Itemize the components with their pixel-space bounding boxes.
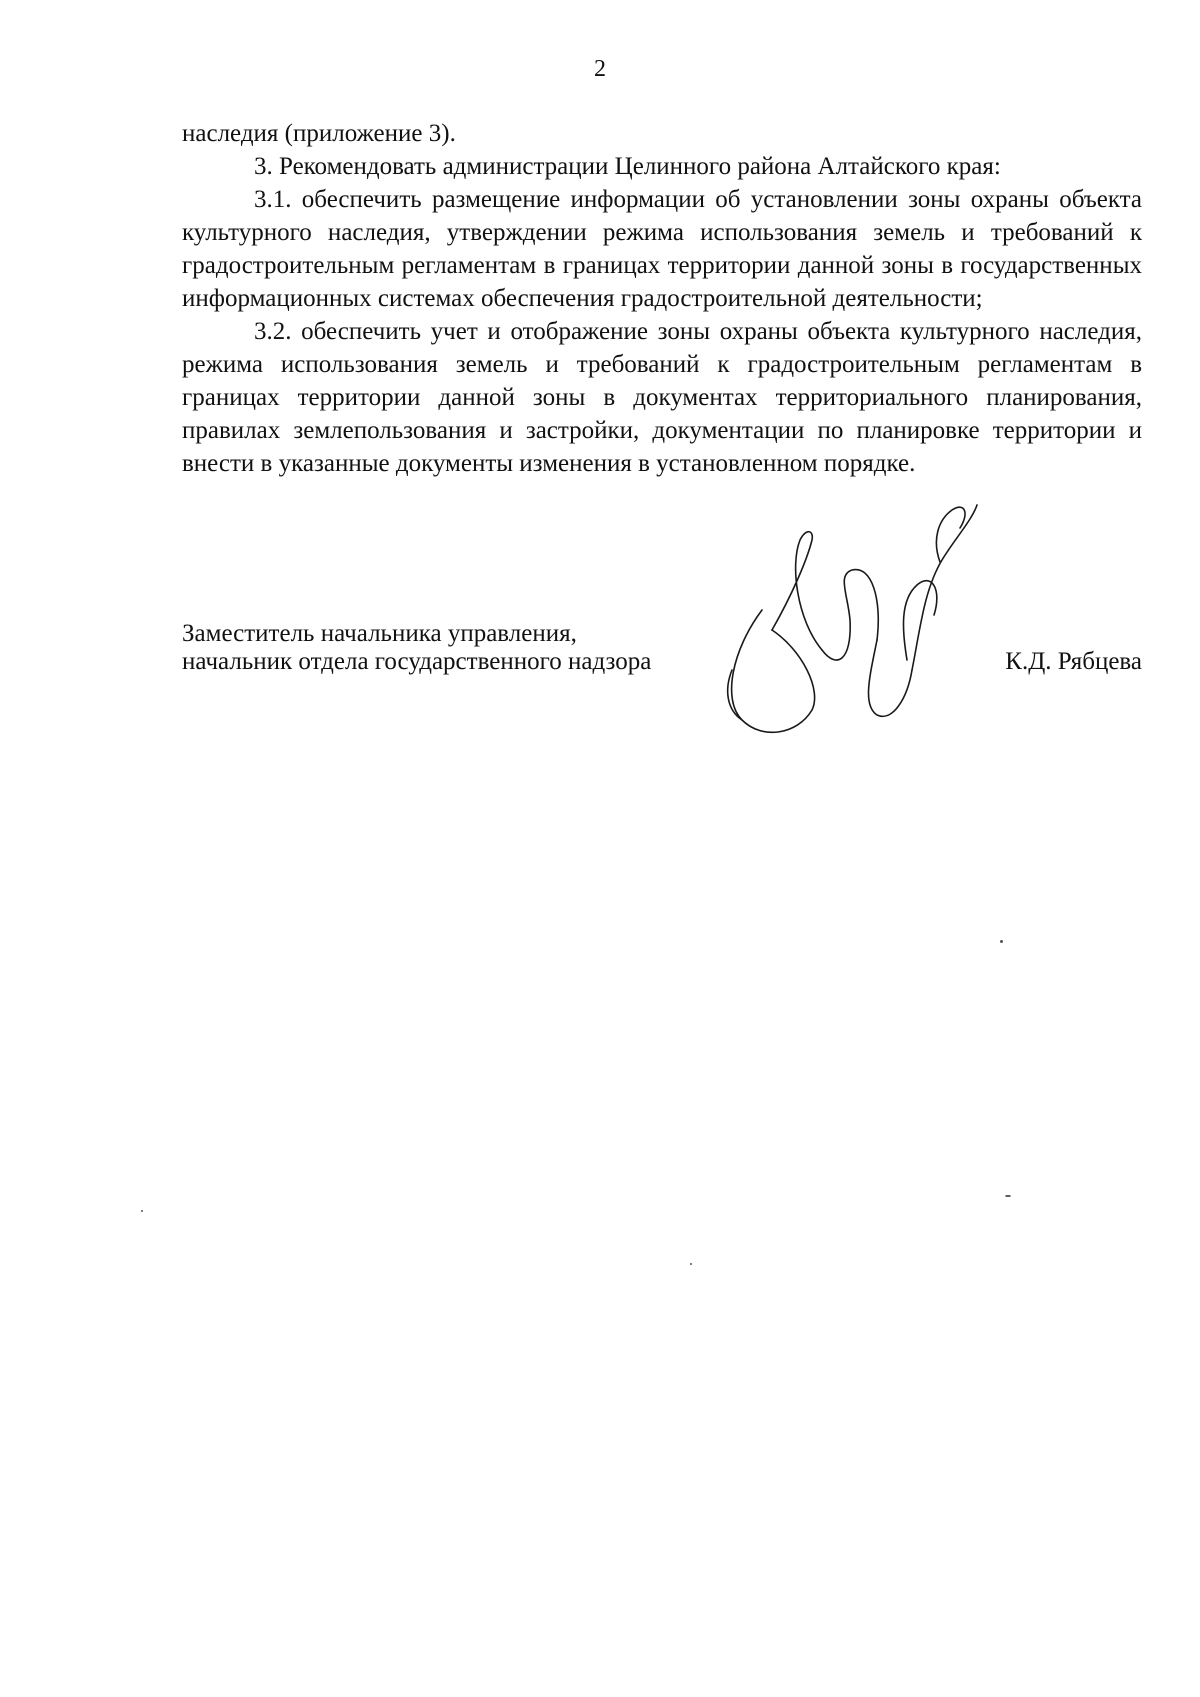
signer-name: К.Д. Рябцева	[1005, 648, 1142, 675]
document-body	[182, 117, 1142, 480]
signer-title-line-1: Заместитель начальника управления,	[182, 620, 577, 647]
signature-block	[182, 620, 1142, 760]
scan-speck	[1000, 940, 1003, 943]
signer-title-line-2: начальник отдела государственного надзора	[182, 648, 652, 675]
paragraph-continuation: наследия (приложение 3).	[182, 120, 456, 147]
paragraph-item-3-2: 3.2. обеспечить учет и отображение зоны охраны объекта культурного наследия, режима использования земель и требований к градостроительным регламентам в границах территории данной зоны в документах территориального планирования, правилах землепользования и застройки, документации по планировке территории и внести в указанные документы изменения в установленном порядке.	[182, 318, 1142, 477]
handwritten-signature	[702, 500, 1002, 750]
signer-title	[182, 620, 651, 676]
scan-speck	[1005, 1195, 1011, 1197]
page-number: 2	[594, 56, 606, 82]
scan-speck	[690, 1263, 692, 1265]
scan-speck	[141, 1210, 143, 1212]
paragraph-item-3: 3. Рекомендовать администрации Целинного района Алтайского края:	[254, 153, 1001, 180]
paragraph-item-3-1: 3.1. обеспечить размещение информации об установлении зоны охраны объекта культурного наследия, утверждении режима использования земель и требований к градостроительным регламентам в границах территории данной зоны в государственных информационных системах обеспечения градостроительной деятельности;	[182, 186, 1142, 312]
